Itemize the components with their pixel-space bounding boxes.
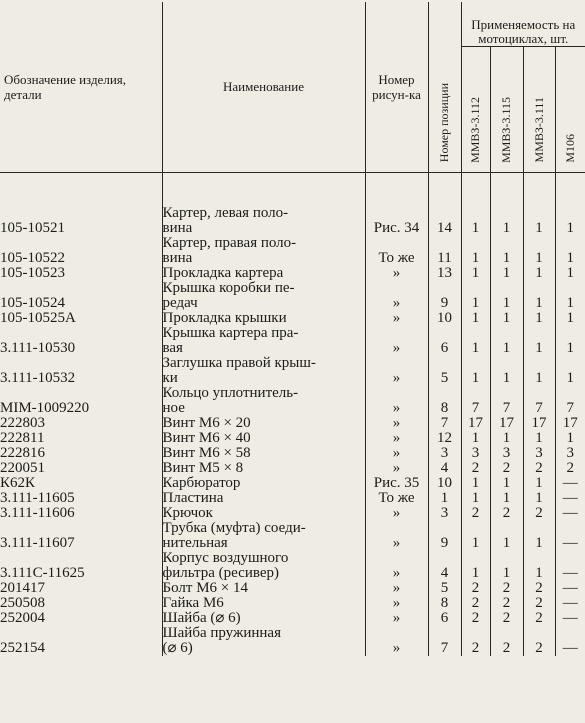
cell-figure: » [365, 611, 428, 626]
cell-name [162, 236, 365, 266]
cell-position: 14 [428, 206, 461, 236]
cell-designation: 201417 [0, 579, 45, 596]
cell-figure: » [365, 596, 428, 611]
cell-qty-4: 1 [555, 266, 585, 281]
cell-qty-1: 1 [461, 431, 490, 446]
cell-qty-2: 2 [490, 461, 523, 476]
col-header-model-1: ММВЗ-3.112 [461, 46, 490, 172]
cell-name-line: Картер, правая поло- [162, 234, 297, 251]
cell-qty-1: 2 [461, 611, 490, 626]
cell-designation: 220051 [0, 459, 45, 476]
cell-qty-3: 1 [523, 431, 555, 446]
cell-position: 7 [428, 626, 461, 656]
cell-name-line: редач [162, 294, 198, 311]
cell-qty-4: 1 [555, 326, 585, 356]
cell-qty-2: 1 [490, 521, 523, 551]
cell-qty-4: 1 [555, 431, 585, 446]
cell-qty-4: 1 [555, 356, 585, 386]
cell-qty-1: 2 [461, 506, 490, 521]
cell-name-line: Винт М6 × 58 [162, 444, 251, 461]
cell-qty-3: 1 [523, 356, 555, 386]
cell-figure: Рис. 34 [365, 206, 428, 236]
cell-name-line: Крышка картера пра- [162, 324, 299, 341]
cell-position: 6 [428, 611, 461, 626]
cell-name [162, 356, 365, 386]
cell-qty-4: — [555, 596, 585, 611]
cell-designation: 105-10524 [0, 294, 65, 311]
cell-qty-1: 2 [461, 626, 490, 656]
cell-qty-3: 1 [523, 326, 555, 356]
cell-name [162, 506, 365, 521]
cell-position: 10 [428, 476, 461, 491]
cell-qty-2: 1 [490, 431, 523, 446]
cell-qty-2: 17 [490, 416, 523, 431]
table-row [0, 416, 585, 431]
cell-name [162, 311, 365, 326]
cell-name-line: Трубка (муфта) соеди- [162, 519, 306, 536]
cell-qty-2: 2 [490, 581, 523, 596]
cell-figure: » [365, 626, 428, 656]
table-row [0, 506, 585, 521]
cell-qty-4: — [555, 626, 585, 656]
cell-qty-4: 2 [555, 461, 585, 476]
table-row [0, 386, 585, 416]
cell-qty-1: 1 [461, 281, 490, 311]
table-row [0, 491, 585, 506]
cell-qty-4: 1 [555, 206, 585, 236]
cell-name-line: Винт М6 × 40 [162, 429, 251, 446]
cell-qty-2: 1 [490, 311, 523, 326]
cell-name-line: Корпус воздушного [162, 549, 289, 566]
cell-qty-3: 1 [523, 206, 555, 236]
cell-qty-3: 1 [523, 281, 555, 311]
table-row [0, 356, 585, 386]
cell-figure: » [365, 521, 428, 551]
col-header-model-2: ММВЗ-3.115 [490, 46, 523, 172]
cell-qty-4: — [555, 521, 585, 551]
cell-name [162, 476, 365, 491]
cell-designation: 222811 [0, 429, 45, 446]
cell-name [162, 581, 365, 596]
cell-qty-2: 1 [490, 266, 523, 281]
cell-qty-1: 17 [461, 416, 490, 431]
cell-position: 9 [428, 521, 461, 551]
cell-name-line: Болт М6 × 14 [162, 579, 249, 596]
cell-name [162, 626, 365, 656]
cell-name [162, 386, 365, 416]
cell-designation: 250508 [0, 594, 45, 611]
cell-name-line: вина [162, 249, 193, 266]
cell-qty-4: 3 [555, 446, 585, 461]
cell-designation: 3.111-11606 [0, 504, 75, 521]
cell-designation: 105-10525А [0, 309, 76, 326]
cell-position: 12 [428, 431, 461, 446]
cell-qty-2: 2 [490, 611, 523, 626]
cell-name-line: (⌀ 6) [162, 639, 193, 656]
cell-qty-4: — [555, 476, 585, 491]
cell-designation: 3.111С-11625 [0, 564, 85, 581]
cell-name [162, 326, 365, 356]
cell-qty-1: 1 [461, 521, 490, 551]
cell-figure: » [365, 311, 428, 326]
cell-qty-4: 7 [555, 386, 585, 416]
cell-qty-2: 1 [490, 281, 523, 311]
cell-designation: 222816 [0, 444, 45, 461]
cell-qty-3: 1 [523, 236, 555, 266]
cell-name-line: Картер, левая поло- [162, 204, 289, 221]
cell-qty-3: 1 [523, 521, 555, 551]
cell-qty-3: 1 [523, 551, 555, 581]
table-row [0, 431, 585, 446]
cell-qty-1: 1 [461, 266, 490, 281]
cell-qty-4: 1 [555, 311, 585, 326]
cell-figure: » [365, 551, 428, 581]
cell-name-line: нительная [162, 534, 228, 551]
cell-name [162, 431, 365, 446]
cell-designation: 3.111-10530 [0, 339, 76, 356]
cell-qty-2: 1 [490, 206, 523, 236]
cell-name [162, 611, 365, 626]
cell-name-line: Винт М5 × 8 [162, 459, 244, 476]
table-row [0, 626, 585, 656]
cell-qty-2: 1 [490, 476, 523, 491]
cell-figure: » [365, 326, 428, 356]
cell-name [162, 461, 365, 476]
cell-position: 8 [428, 596, 461, 611]
cell-name-line: вая [162, 339, 183, 356]
cell-figure: » [365, 431, 428, 446]
col-header-name: Наименование [162, 2, 365, 172]
cell-name-line: Крючок [162, 504, 213, 521]
table-row [0, 581, 585, 596]
cell-name [162, 206, 365, 236]
table-row [0, 551, 585, 581]
cell-name-line: Гайка М6 [162, 594, 224, 611]
cell-qty-2: 1 [490, 491, 523, 506]
cell-qty-1: 1 [461, 476, 490, 491]
cell-qty-3: 2 [523, 611, 555, 626]
cell-qty-1: 2 [461, 581, 490, 596]
col-header-model-3: ММВЗ-3.111 [523, 46, 555, 172]
cell-qty-3: 1 [523, 266, 555, 281]
cell-designation: 252154 [0, 639, 45, 656]
cell-figure: То же [365, 491, 428, 506]
cell-name-line: ное [162, 399, 185, 416]
cell-qty-1: 1 [461, 206, 490, 236]
cell-qty-2: 1 [490, 356, 523, 386]
cell-qty-4: — [555, 506, 585, 521]
cell-name-line: Винт М6 × 20 [162, 414, 251, 431]
cell-qty-1: 1 [461, 326, 490, 356]
cell-position: 5 [428, 581, 461, 596]
cell-qty-1: 2 [461, 461, 490, 476]
cell-position: 3 [428, 446, 461, 461]
cell-qty-2: 2 [490, 626, 523, 656]
table-row [0, 206, 585, 236]
cell-qty-3: 3 [523, 446, 555, 461]
cell-position: 3 [428, 506, 461, 521]
cell-position: 10 [428, 311, 461, 326]
cell-qty-2: 2 [490, 596, 523, 611]
cell-name-line: Карбюратор [162, 474, 241, 491]
col-header-figure: Номер рисун-ка [365, 2, 428, 172]
cell-qty-1: 1 [461, 551, 490, 581]
cell-qty-3: 2 [523, 581, 555, 596]
cell-name [162, 446, 365, 461]
cell-position: 1 [428, 491, 461, 506]
cell-name [162, 416, 365, 431]
cell-qty-1: 1 [461, 356, 490, 386]
cell-name [162, 596, 365, 611]
cell-qty-1: 3 [461, 446, 490, 461]
cell-figure: Рис. 35 [365, 476, 428, 491]
cell-position: 9 [428, 281, 461, 311]
cell-name-line: Шайба (⌀ 6) [162, 609, 241, 626]
cell-name-line: Кольцо уплотнитель- [162, 384, 299, 401]
cell-name [162, 521, 365, 551]
cell-qty-1: 1 [461, 311, 490, 326]
table-row [0, 461, 585, 476]
cell-designation: 3.111-10532 [0, 369, 76, 386]
cell-figure: » [365, 506, 428, 521]
cell-qty-3: 2 [523, 626, 555, 656]
cell-name [162, 266, 365, 281]
cell-position: 5 [428, 356, 461, 386]
table-row [0, 326, 585, 356]
cell-qty-2: 1 [490, 551, 523, 581]
cell-designation: 252004 [0, 609, 45, 626]
cell-figure: » [365, 386, 428, 416]
col-header-position: Номер позиции [428, 2, 461, 172]
cell-position: 13 [428, 266, 461, 281]
cell-qty-1: 1 [461, 491, 490, 506]
cell-position: 11 [428, 236, 461, 266]
cell-qty-2: 7 [490, 386, 523, 416]
cell-qty-2: 1 [490, 326, 523, 356]
cell-figure: То же [365, 236, 428, 266]
cell-designation: МIМ-1009220 [0, 399, 90, 416]
table-row [0, 521, 585, 551]
cell-name [162, 281, 365, 311]
cell-qty-1: 1 [461, 236, 490, 266]
cell-qty-3: 7 [523, 386, 555, 416]
cell-qty-1: 2 [461, 596, 490, 611]
cell-qty-4: 1 [555, 236, 585, 266]
cell-name-line: Прокладка крышки [162, 309, 287, 326]
cell-name [162, 491, 365, 506]
cell-position: 6 [428, 326, 461, 356]
parts-table [0, 2, 585, 656]
cell-figure: » [365, 266, 428, 281]
cell-designation: 3.111-11607 [0, 534, 75, 551]
cell-qty-4: — [555, 491, 585, 506]
cell-position: 4 [428, 551, 461, 581]
table-row [0, 266, 585, 281]
col-header-model-4: М106 [555, 46, 585, 172]
cell-qty-2: 3 [490, 446, 523, 461]
cell-qty-3: 17 [523, 416, 555, 431]
cell-name-line: Пластина [162, 489, 224, 506]
cell-qty-3: 1 [523, 476, 555, 491]
cell-qty-4: — [555, 581, 585, 596]
cell-qty-3: 2 [523, 506, 555, 521]
cell-name-line: Крышка коробки пе- [162, 279, 295, 296]
cell-designation: 3.111-11605 [0, 489, 75, 506]
cell-designation: 105-10523 [0, 264, 65, 281]
cell-position: 8 [428, 386, 461, 416]
table-row [0, 236, 585, 266]
cell-name-line: ки [162, 369, 178, 386]
cell-qty-2: 1 [490, 236, 523, 266]
cell-figure: » [365, 461, 428, 476]
table-row [0, 611, 585, 626]
cell-qty-4: — [555, 551, 585, 581]
cell-name-line: фильтра (ресивер) [162, 564, 280, 581]
table-row [0, 281, 585, 311]
cell-name-line: вина [162, 219, 193, 236]
cell-figure: » [365, 581, 428, 596]
cell-figure: » [365, 356, 428, 386]
cell-qty-3: 1 [523, 491, 555, 506]
table-row [0, 446, 585, 461]
cell-position: 7 [428, 416, 461, 431]
cell-qty-3: 2 [523, 461, 555, 476]
col-header-designation: Обозначение изделия, детали [0, 2, 162, 172]
cell-name-line: Прокладка картера [162, 264, 284, 281]
cell-figure: » [365, 281, 428, 311]
table-row [0, 476, 585, 491]
cell-figure: » [365, 446, 428, 461]
cell-qty-2: 2 [490, 506, 523, 521]
cell-designation: 105-10521 [0, 219, 65, 236]
cell-position: 4 [428, 461, 461, 476]
cell-designation: К62К [0, 474, 36, 491]
col-header-applicability: Применяемость на мотоциклах, шт. [461, 2, 585, 46]
cell-qty-3: 1 [523, 311, 555, 326]
cell-qty-1: 7 [461, 386, 490, 416]
cell-qty-3: 2 [523, 596, 555, 611]
cell-name-line: Шайба пружинная [162, 624, 281, 641]
cell-designation: 105-10522 [0, 249, 65, 266]
cell-qty-4: — [555, 611, 585, 626]
table-row [0, 596, 585, 611]
cell-name-line: Заглушка правой крыш- [162, 354, 316, 371]
table-row [0, 311, 585, 326]
cell-qty-4: 17 [555, 416, 585, 431]
cell-name [162, 551, 365, 581]
cell-figure: » [365, 416, 428, 431]
cell-qty-4: 1 [555, 281, 585, 311]
cell-designation: 222803 [0, 414, 45, 431]
